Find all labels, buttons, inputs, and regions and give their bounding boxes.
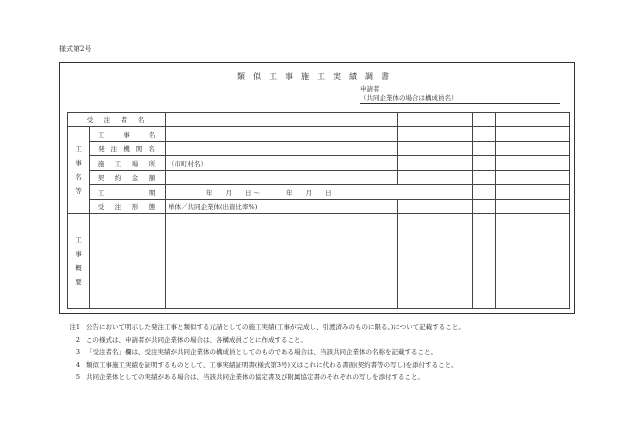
row-label: 発 注 機 関 名	[90, 141, 166, 155]
document-title: 類似工事施工実績調書	[237, 72, 397, 81]
contractor-label: 受 注 者 名	[68, 113, 166, 127]
row-value[interactable]: （市町村名）	[166, 156, 398, 170]
note-number: 4	[75, 360, 80, 369]
note-number: 5	[75, 373, 80, 382]
table-row	[68, 141, 570, 155]
note-number: 注1	[69, 323, 80, 331]
notes-section	[60, 321, 465, 384]
note-number: 3	[75, 348, 80, 357]
table-row	[68, 185, 570, 199]
applicant-label: 申請者	[360, 85, 380, 93]
applicant-note: （共同企業体の場合は構成員名）	[360, 94, 560, 104]
summary-cell[interactable]	[90, 214, 166, 309]
applicant-block	[360, 85, 560, 104]
performance-table	[67, 112, 570, 309]
note-item	[60, 334, 465, 347]
row-label: 工 期	[90, 185, 166, 199]
note-text: 類似工事施工実績を証明するものとして、工事実績証明書(様式第3号)又はこれに代わる書面(契約書等の写し)を添付すること。	[86, 360, 458, 369]
contractor-value-cell[interactable]	[166, 113, 398, 127]
note-text: 公告において明示した発注工事と類似する元請としての施工実績(工事が完成し、引渡済みのものに限る。)について記載すること。	[86, 323, 465, 331]
row-value-period[interactable]: 年 月 日 ～ 年 月 日	[166, 185, 473, 199]
table-row	[68, 156, 570, 170]
table-row	[68, 127, 570, 141]
note-text: この様式は、申請者が共同企業体の場合は、各構成員ごとに作成すること。	[86, 335, 307, 344]
group-label-summary	[68, 214, 90, 309]
note-item	[60, 359, 465, 372]
note-text: 共同企業体としての実績がある場合は、当該共同企業体の協定書及び附属協定書のそれぞれの写しを添付すること。	[86, 373, 424, 382]
row-value[interactable]	[166, 141, 398, 155]
row-value[interactable]: 単体／共同企業体(出資比率%)	[166, 199, 398, 213]
form-number: 様式第2号	[59, 45, 92, 53]
note-item	[60, 321, 465, 334]
table-row	[68, 199, 570, 213]
row-label: 受 注 形 態	[90, 199, 166, 213]
row-value[interactable]	[166, 127, 398, 141]
table-row	[68, 170, 570, 184]
note-number: 2	[75, 335, 80, 344]
note-item	[60, 371, 465, 384]
note-item	[60, 346, 465, 359]
row-label: 施 工 場 所	[90, 156, 166, 170]
row-value[interactable]	[166, 170, 398, 184]
note-text: 「受注者名」欄は、受注実績が共同企業体の構成員としてのものである場合は、当該共同企業体の名称を記載すること。	[86, 348, 437, 357]
table-row	[68, 113, 570, 127]
row-label: 契 約 金 額	[90, 170, 166, 184]
summary-cell[interactable]	[166, 214, 398, 309]
group-label-work-text: 工事名等	[75, 145, 82, 196]
group-label-work	[68, 127, 90, 214]
group-label-summary-text: 工事概要	[75, 236, 82, 287]
table-row	[68, 214, 570, 309]
form-frame	[59, 62, 575, 314]
row-label: 工 事 名	[90, 127, 166, 141]
